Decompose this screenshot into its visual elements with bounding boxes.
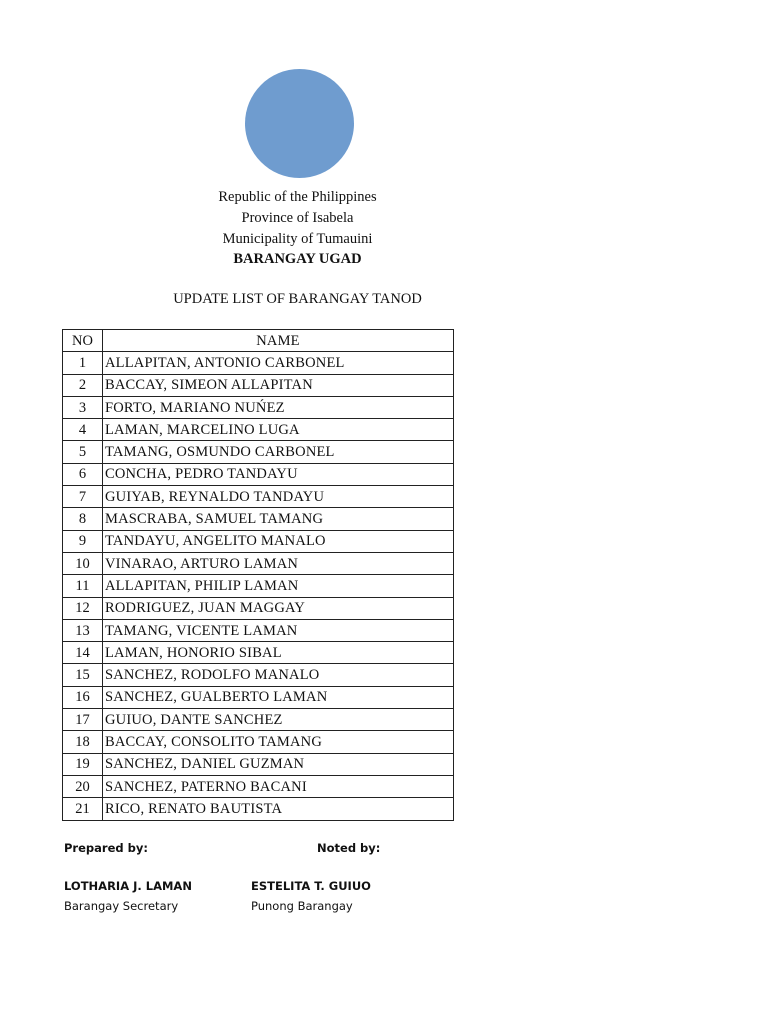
row-number: 9 bbox=[63, 530, 103, 552]
tanod-name: RICO, RENATO BAUTISTA bbox=[103, 798, 454, 820]
table-row bbox=[63, 441, 454, 463]
row-number: 11 bbox=[63, 575, 103, 597]
row-number: 1 bbox=[63, 352, 103, 374]
table-row bbox=[63, 486, 454, 508]
barangay-seal bbox=[245, 69, 354, 178]
noted-by-name: ESTELITA T. GUIUO bbox=[251, 879, 371, 893]
row-number: 21 bbox=[63, 798, 103, 820]
header-province: Province of Isabela bbox=[241, 210, 354, 226]
table-row bbox=[63, 396, 454, 418]
table-header-row bbox=[63, 330, 454, 352]
prepared-by-label: Prepared by: bbox=[64, 841, 148, 855]
row-number: 12 bbox=[63, 597, 103, 619]
table-row bbox=[63, 709, 454, 731]
row-number: 19 bbox=[63, 753, 103, 775]
row-number: 8 bbox=[63, 508, 103, 530]
tanod-name: CONCHA, PEDRO TANDAYU bbox=[103, 463, 454, 485]
tanod-name: ALLAPITAN, PHILIP LAMAN bbox=[103, 575, 454, 597]
table-row bbox=[63, 686, 454, 708]
table-row bbox=[63, 664, 454, 686]
row-number: 17 bbox=[63, 709, 103, 731]
table-row bbox=[63, 352, 454, 374]
tanod-name: BACCAY, CONSOLITO TAMANG bbox=[103, 731, 454, 753]
table-row bbox=[63, 619, 454, 641]
tanod-name: TANDAYU, ANGELITO MANALO bbox=[103, 530, 454, 552]
row-number: 6 bbox=[63, 463, 103, 485]
table-row bbox=[63, 775, 454, 797]
row-number: 4 bbox=[63, 419, 103, 441]
page-title: UPDATE LIST OF BARANGAY TANOD bbox=[173, 291, 422, 307]
row-number: 13 bbox=[63, 619, 103, 641]
tanod-name: ALLAPITAN, ANTONIO CARBONEL bbox=[103, 352, 454, 374]
prepared-by-name: LOTHARIA J. LAMAN bbox=[64, 879, 192, 893]
noted-by-label: Noted by: bbox=[317, 841, 381, 855]
tanod-name: SANCHEZ, RODOLFO MANALO bbox=[103, 664, 454, 686]
row-number: 7 bbox=[63, 486, 103, 508]
row-number: 15 bbox=[63, 664, 103, 686]
row-number: 18 bbox=[63, 731, 103, 753]
row-number: 3 bbox=[63, 396, 103, 418]
tanod-name: SANCHEZ, GUALBERTO LAMAN bbox=[103, 686, 454, 708]
prepared-by-title: Barangay Secretary bbox=[64, 899, 179, 913]
tanod-name: LAMAN, HONORIO SIBAL bbox=[103, 642, 454, 664]
row-number: 2 bbox=[63, 374, 103, 396]
table-row bbox=[63, 642, 454, 664]
noted-by-title: Punong Barangay bbox=[251, 899, 353, 913]
row-number: 14 bbox=[63, 642, 103, 664]
row-number: 20 bbox=[63, 775, 103, 797]
table-row bbox=[63, 419, 454, 441]
table-row bbox=[63, 575, 454, 597]
table-row bbox=[63, 731, 454, 753]
tanod-name: LAMAN, MARCELINO LUGA bbox=[103, 419, 454, 441]
row-number: 16 bbox=[63, 686, 103, 708]
tanod-name: SANCHEZ, DANIEL GUZMAN bbox=[103, 753, 454, 775]
table-row bbox=[63, 798, 454, 820]
tanod-name: GUIUO, DANTE SANCHEZ bbox=[103, 709, 454, 731]
tanod-name: VINARAO, ARTURO LAMAN bbox=[103, 552, 454, 574]
table-row bbox=[63, 463, 454, 485]
table-row bbox=[63, 374, 454, 396]
table-row bbox=[63, 530, 454, 552]
tanod-name: SANCHEZ, PATERNO BACANI bbox=[103, 775, 454, 797]
tanod-name: TAMANG, OSMUNDO CARBONEL bbox=[103, 441, 454, 463]
tanod-name: MASCRABA, SAMUEL TAMANG bbox=[103, 508, 454, 530]
tanod-name: RODRIGUEZ, JUAN MAGGAY bbox=[103, 597, 454, 619]
header-municipality: Municipality of Tumauini bbox=[222, 231, 373, 247]
table-row bbox=[63, 753, 454, 775]
table-row bbox=[63, 597, 454, 619]
tanod-name: TAMANG, VICENTE LAMAN bbox=[103, 619, 454, 641]
tanod-name: GUIYAB, REYNALDO TANDAYU bbox=[103, 486, 454, 508]
header-republic: Republic of the Philippines bbox=[218, 189, 377, 205]
tanod-table bbox=[62, 329, 454, 821]
column-header-name: NAME bbox=[103, 330, 454, 352]
table-row bbox=[63, 552, 454, 574]
row-number: 10 bbox=[63, 552, 103, 574]
header-barangay: BARANGAY UGAD bbox=[233, 251, 362, 267]
row-number: 5 bbox=[63, 441, 103, 463]
column-header-no: NO bbox=[63, 330, 103, 352]
table-row bbox=[63, 508, 454, 530]
tanod-name: BACCAY, SIMEON ALLAPITAN bbox=[103, 374, 454, 396]
tanod-name: FORTO, MARIANO NUŃEZ bbox=[103, 396, 454, 418]
